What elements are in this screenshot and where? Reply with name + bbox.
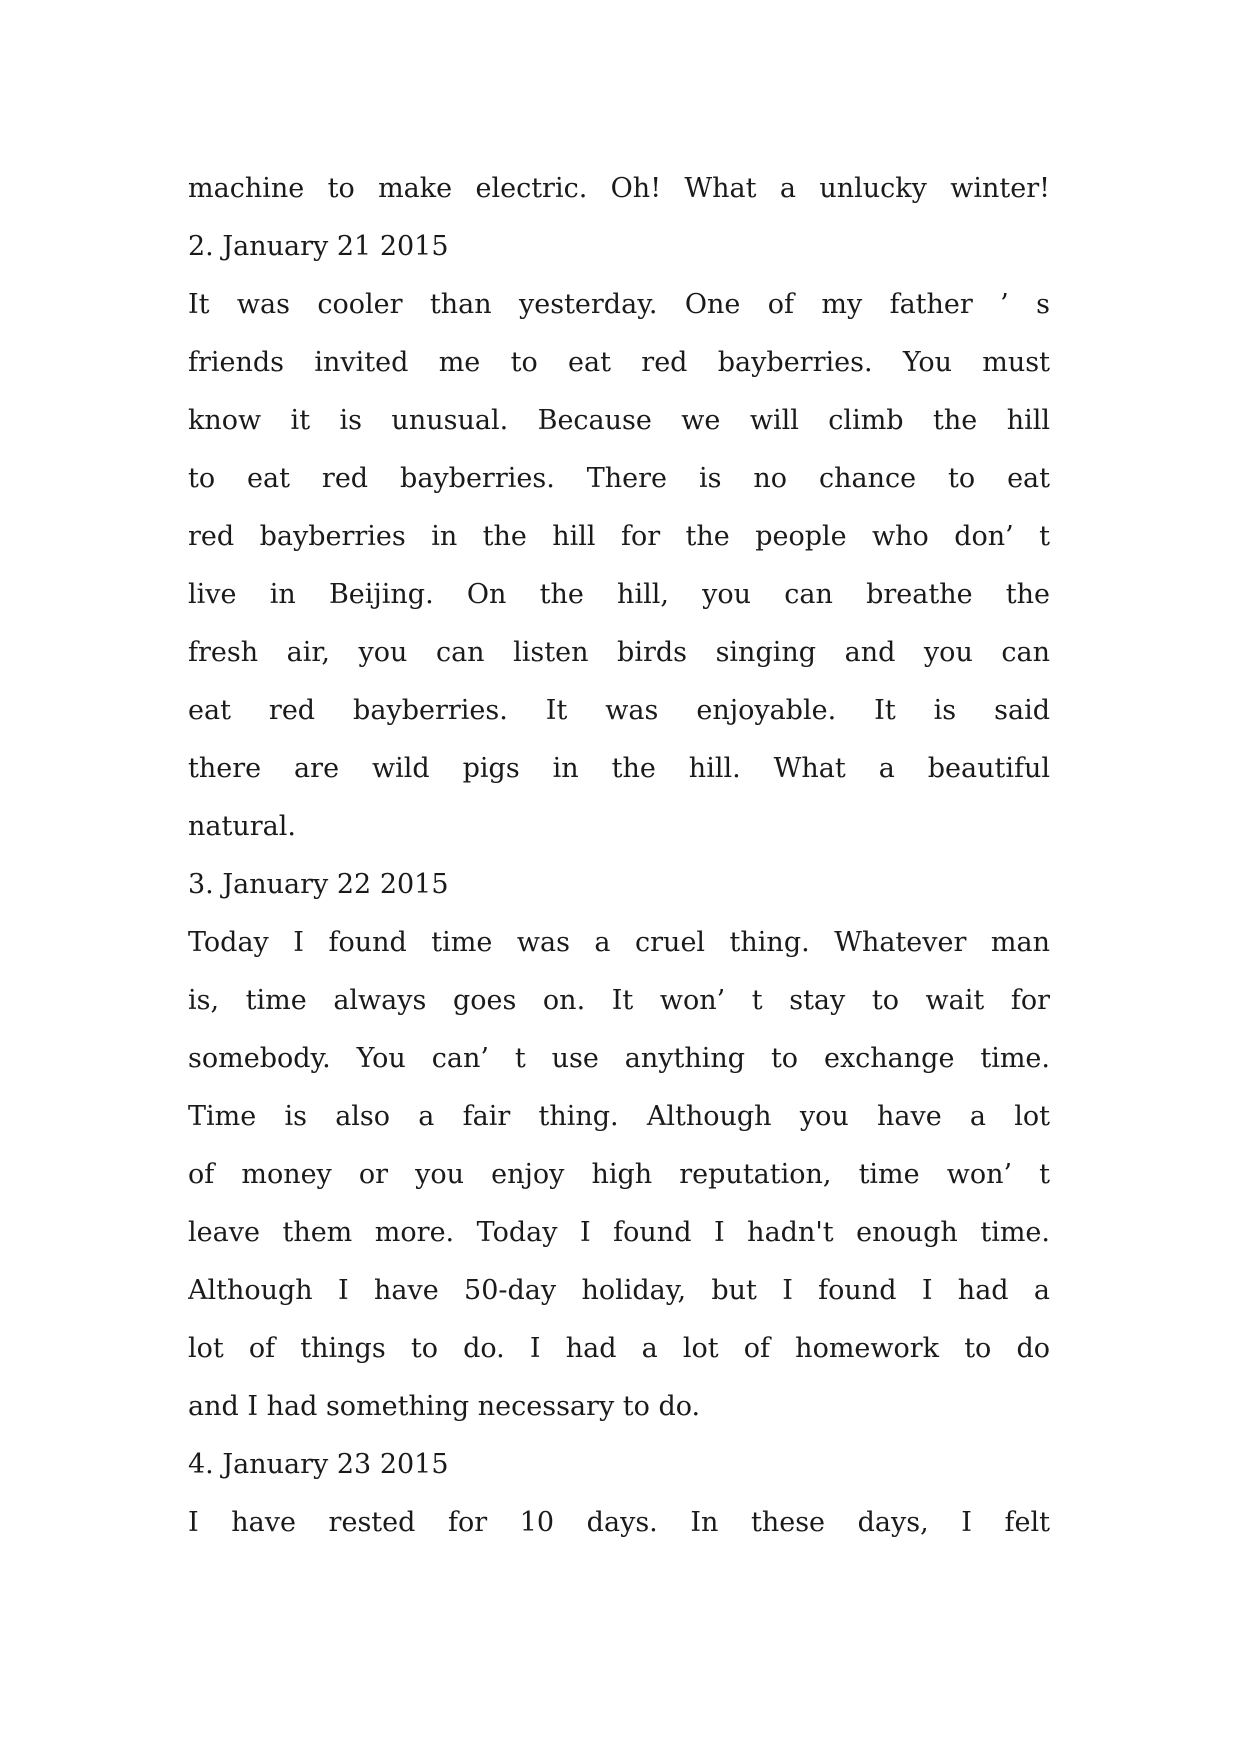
- entry-heading: 2. January 21 2015: [188, 231, 449, 262]
- text-line: leave them more. Today I found I hadn't enough time.: [188, 1217, 1050, 1248]
- text-line: there are wild pigs in the hill. What a beautiful: [188, 753, 1050, 784]
- diary-text-block: [188, 160, 1050, 1552]
- entry-heading: 3. January 22 2015: [188, 869, 449, 900]
- text-line: It was cooler than yesterday. One of my father ’ s: [188, 289, 1050, 320]
- text-line: is, time always goes on. It won’ t stay to wait for: [188, 985, 1050, 1016]
- text-line: Time is also a fair thing. Although you have a lot: [188, 1101, 1050, 1132]
- text-line: eat red bayberries. It was enjoyable. It is said: [188, 695, 1050, 726]
- text-line: natural.: [188, 811, 296, 842]
- text-line: live in Beijing. On the hill, you can breathe the: [188, 579, 1050, 610]
- text-line: red bayberries in the hill for the people who don’ t: [188, 521, 1050, 552]
- text-line: and I had something necessary to do.: [188, 1391, 701, 1422]
- text-line: know it is unusual. Because we will climb the hill: [188, 405, 1050, 436]
- text-line: lot of things to do. I had a lot of homework to do: [188, 1333, 1050, 1364]
- text-line: I have rested for 10 days. In these days, I felt: [188, 1507, 1050, 1538]
- text-line: machine to make electric. Oh! What a unlucky winter!: [188, 173, 1050, 204]
- text-line: somebody. You can’ t use anything to exchange time.: [188, 1043, 1050, 1074]
- text-line: Although I have 50-day holiday, but I found I had a: [188, 1275, 1050, 1306]
- text-line: friends invited me to eat red bayberries. You must: [188, 347, 1050, 378]
- text-line: to eat red bayberries. There is no chance to eat: [188, 463, 1050, 494]
- entry-heading: 4. January 23 2015: [188, 1449, 449, 1480]
- text-line: of money or you enjoy high reputation, time won’ t: [188, 1159, 1050, 1190]
- text-line: Today I found time was a cruel thing. Whatever man: [188, 927, 1050, 958]
- text-line: fresh air, you can listen birds singing and you can: [188, 637, 1050, 668]
